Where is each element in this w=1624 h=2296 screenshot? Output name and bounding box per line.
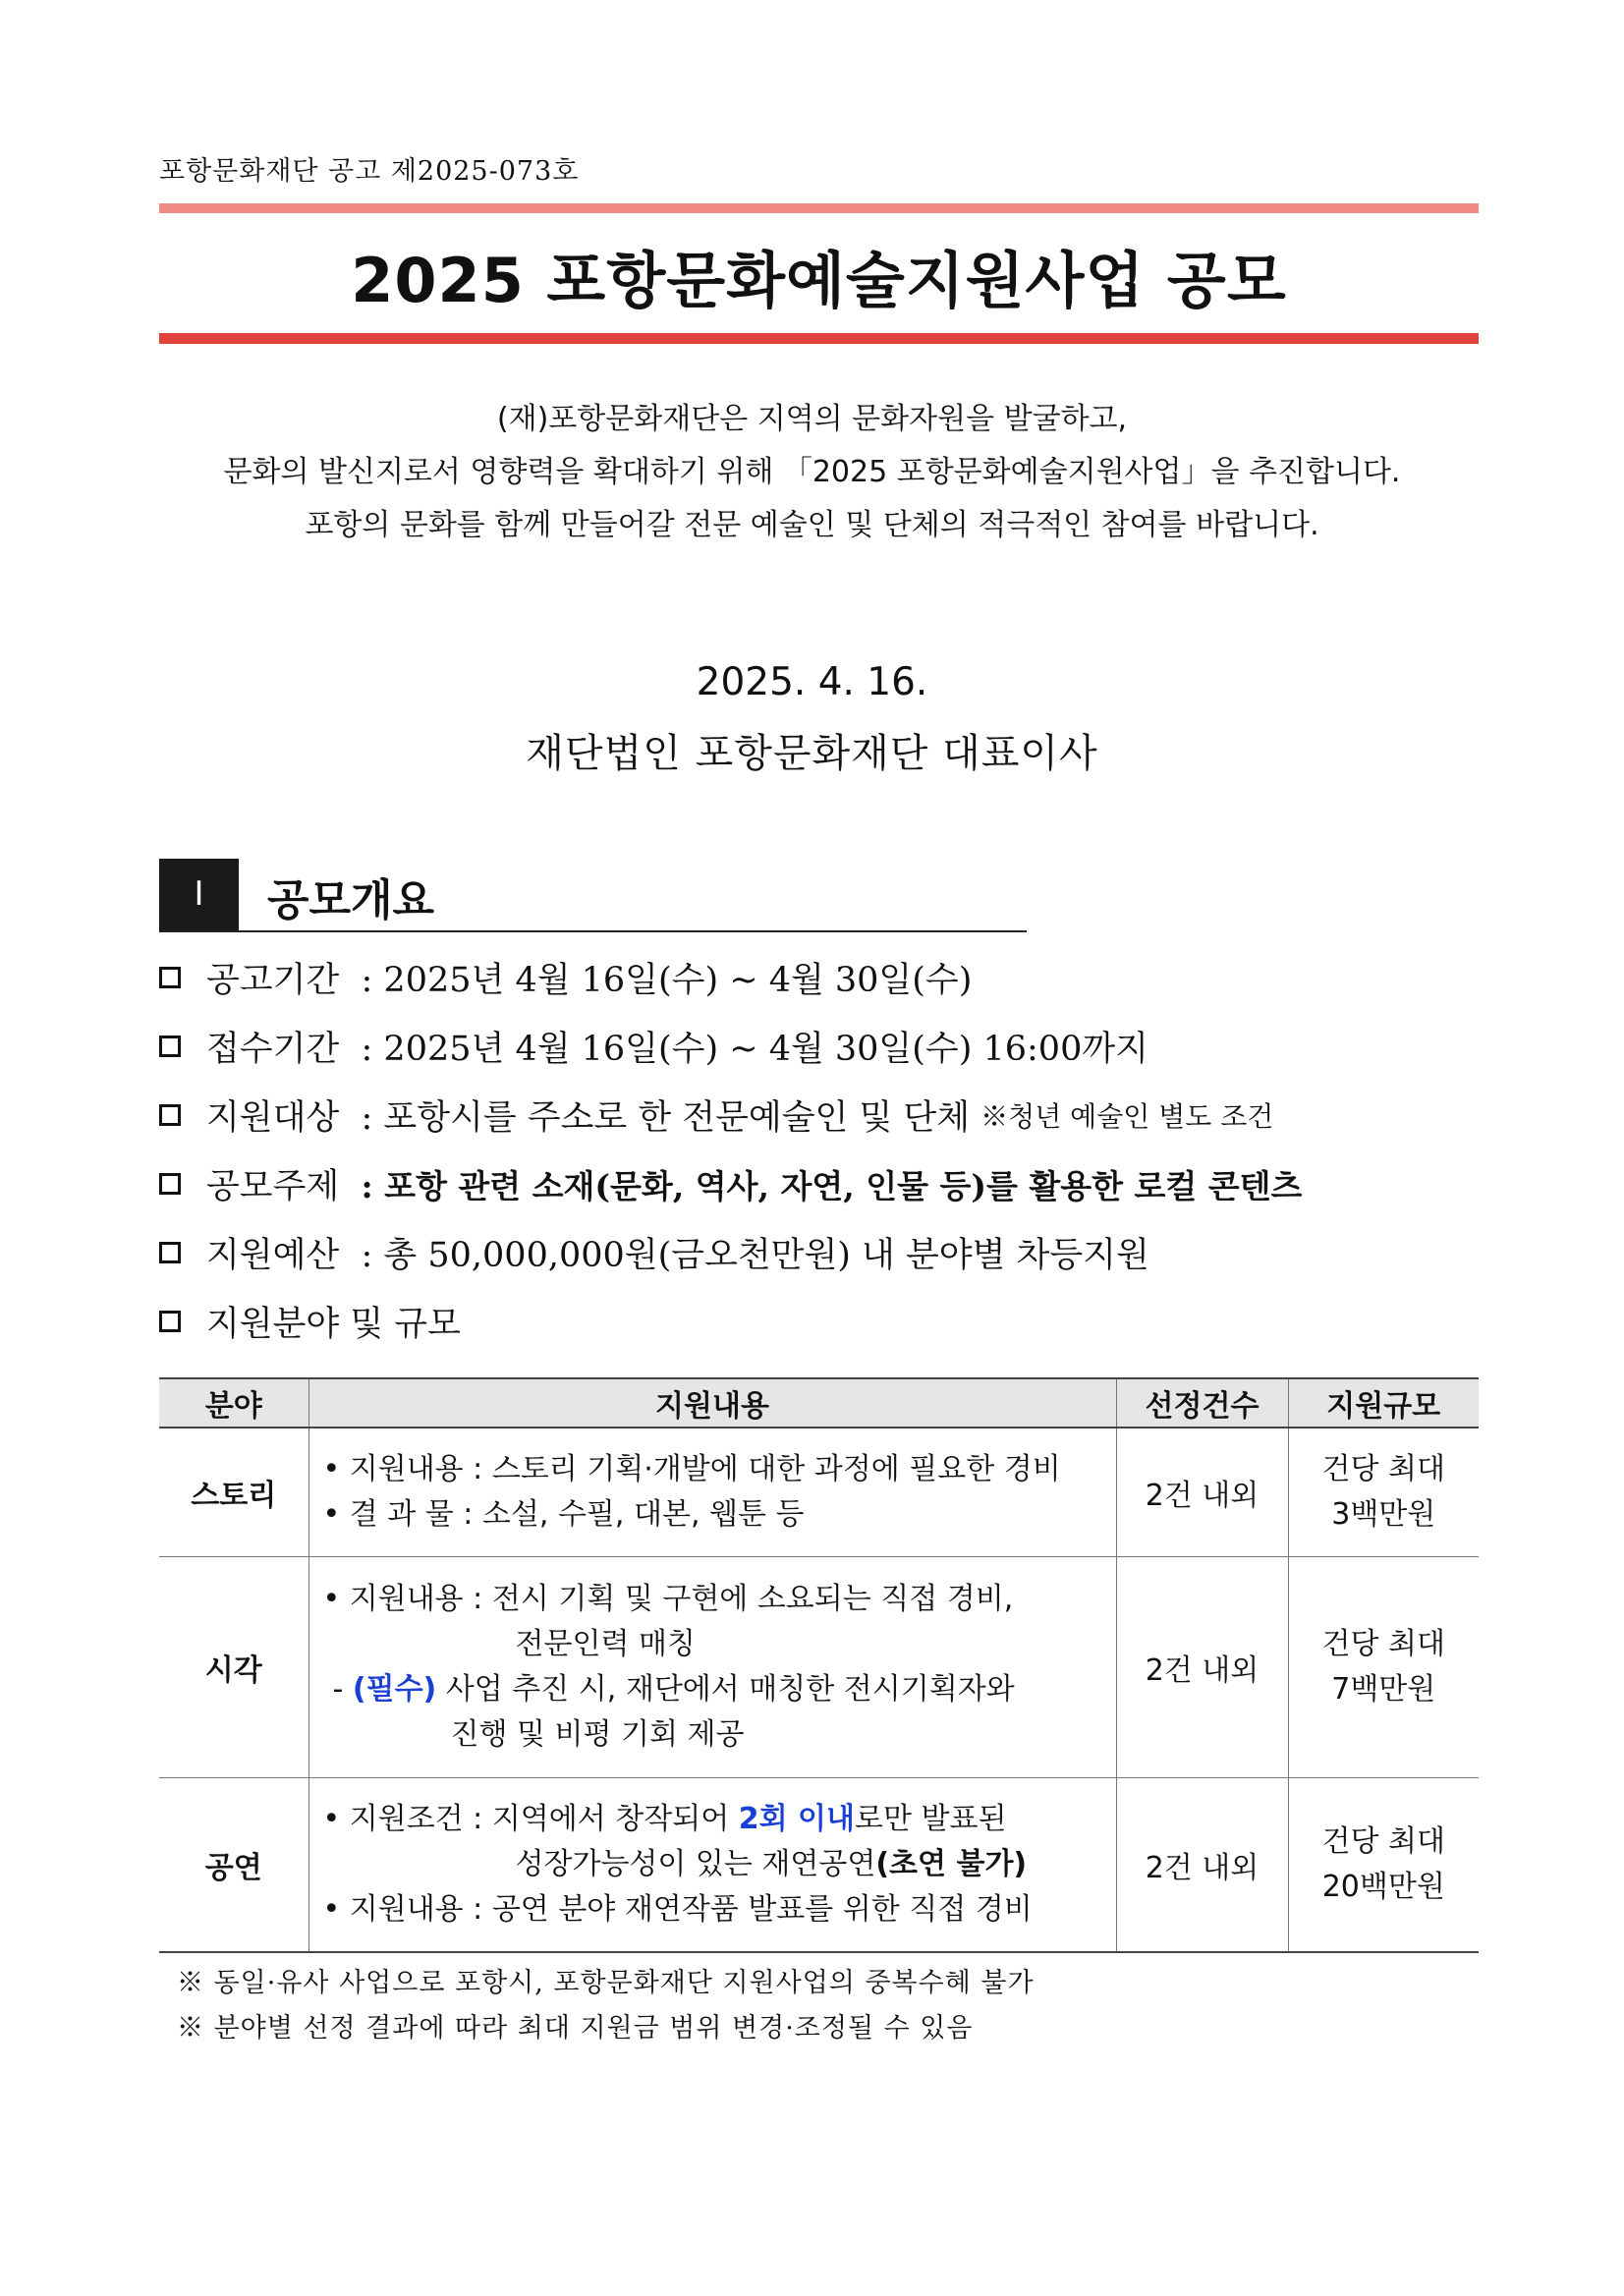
scale-line: 20백만원	[1321, 1869, 1445, 1904]
scale-line: 7백만원	[1331, 1671, 1436, 1707]
item-value: : 2025년 4월 16일(수) ~ 4월 30일(수) 16:00까지	[361, 1030, 1148, 1069]
item-theme	[159, 1159, 1302, 1208]
checkbox-icon	[159, 967, 181, 988]
item-value: : 포항시를 주소로 한 전문예술인 및 단체	[361, 1098, 971, 1138]
scale-line: 건당 최대	[1321, 1451, 1445, 1486]
scale-line: 건당 최대	[1321, 1823, 1445, 1859]
item-announcement-period	[159, 953, 972, 1002]
item-value: : 포항 관련 소재(문화, 역사, 자연, 인물 등)를 활용한 로컬 콘텐츠	[361, 1166, 1303, 1205]
row-field: 공연	[159, 1777, 308, 1952]
intro-line-2: 문화의 발신지로서 영향력을 확대하기 위해 「2025 포항문화예술지원사업」을 추진합니다.	[223, 455, 1401, 489]
content-line: • 지원내용 : 전시 기획 및 구현에 소요되는 직접 경비,	[322, 1581, 1014, 1616]
section-number-box: Ⅰ	[159, 859, 239, 930]
notice-number: 포항문화재단 공고 제2025-073호	[159, 156, 580, 187]
row-count: 2건 내외	[1116, 1556, 1288, 1777]
content-text: 로만 발표된	[855, 1801, 1007, 1836]
table-header-row	[159, 1378, 1479, 1428]
row-content	[308, 1428, 1116, 1556]
table-row	[159, 1556, 1479, 1777]
intro-line-3: 포항의 문화를 함께 만들어갈 전문 예술인 및 단체의 적극적인 참여를 바랍니다.	[305, 508, 1319, 542]
checkbox-icon	[159, 1104, 181, 1126]
content-line: • 지원내용 : 스토리 기획·개발에 대한 과정에 필요한 경비	[322, 1451, 1061, 1486]
footnote: ※ 동일·유사 사업으로 포항시, 포항문화재단 지원사업의 중복수혜 불가	[177, 1968, 1035, 1998]
content-line	[323, 1842, 1116, 1887]
content-text: 사업 추진 시, 재단에서 매칭한 전시기획자와	[436, 1671, 1015, 1707]
page-title: 2025 포항문화예술지원사업 공모	[351, 245, 1287, 316]
content-line: 전문인력 매칭	[515, 1626, 696, 1661]
required-tag: (필수)	[352, 1671, 437, 1707]
item-value: : 2025년 4월 16일(수) ~ 4월 30일(수)	[361, 961, 973, 1000]
row-field: 스토리	[159, 1428, 308, 1556]
scale-line: 3백만원	[1331, 1496, 1436, 1532]
item-label: 지원예산	[206, 1236, 340, 1275]
checkbox-icon	[159, 1242, 181, 1263]
item-budget	[159, 1228, 1149, 1277]
highlight-text: 2회 이내	[738, 1801, 856, 1836]
content-line: • 지원내용 : 공연 분야 재연작품 발표를 위한 직접 경비	[322, 1891, 1033, 1927]
content-line: 진행 및 비평 기회 제공	[450, 1716, 745, 1752]
item-target	[159, 1091, 1273, 1140]
row-count: 2건 내외	[1116, 1777, 1288, 1952]
row-scale	[1288, 1777, 1479, 1952]
notice-date: 2025. 4. 16.	[696, 660, 928, 704]
content-line: • 결 과 물 : 소설, 수필, 대본, 웹툰 등	[322, 1496, 805, 1532]
scale-line: 건당 최대	[1321, 1626, 1445, 1661]
section-title: 공모개요	[267, 875, 435, 925]
content-text: • 지원조건 : 지역에서 창작되어	[322, 1801, 739, 1836]
intro-paragraph	[0, 393, 1624, 552]
dash: -	[332, 1671, 353, 1707]
header-content: 지원내용	[308, 1378, 1116, 1428]
item-note: ※청년 예술인 별도 조건	[980, 1100, 1274, 1133]
row-content	[308, 1777, 1116, 1952]
row-content	[308, 1556, 1116, 1777]
content-line	[323, 1797, 1116, 1842]
item-value: : 총 50,000,000원(금오천만원) 내 분야별 차등지원	[361, 1236, 1149, 1275]
item-reception-period	[159, 1022, 1148, 1071]
support-table	[159, 1377, 1479, 1953]
section-underline	[159, 930, 1027, 932]
item-label: 접수기간	[206, 1030, 340, 1069]
table-row	[159, 1428, 1479, 1556]
item-label: 공고기간	[206, 961, 340, 1000]
row-field: 시각	[159, 1556, 308, 1777]
issuer-name: 재단법인 포항문화재단 대표이사	[526, 731, 1098, 776]
content-text: 성장가능성이 있는 재연공연	[515, 1846, 876, 1881]
item-label: 지원분야 및 규모	[206, 1305, 461, 1344]
title-top-bar	[159, 203, 1479, 213]
item-fields	[159, 1297, 461, 1346]
checkbox-icon	[159, 1036, 181, 1057]
row-scale	[1288, 1428, 1479, 1556]
row-scale	[1288, 1556, 1479, 1777]
row-count: 2건 내외	[1116, 1428, 1288, 1556]
checkbox-icon	[159, 1173, 181, 1195]
table-row	[159, 1777, 1479, 1952]
header-field: 분야	[159, 1378, 308, 1428]
content-line	[323, 1667, 1116, 1712]
header-scale: 지원규모	[1288, 1378, 1479, 1428]
header-count: 선정건수	[1116, 1378, 1288, 1428]
title-bottom-bar	[159, 333, 1479, 344]
footnote: ※ 분야별 선정 결과에 따라 최대 지원금 범위 변경·조정될 수 있음	[177, 2013, 974, 2044]
bold-text: (초연 불가)	[875, 1846, 1028, 1881]
intro-line-1: (재)포항문화재단은 지역의 문화자원을 발굴하고,	[496, 402, 1128, 436]
item-label: 지원대상	[206, 1098, 340, 1138]
checkbox-icon	[159, 1311, 181, 1332]
item-label: 공모주제	[206, 1167, 340, 1206]
